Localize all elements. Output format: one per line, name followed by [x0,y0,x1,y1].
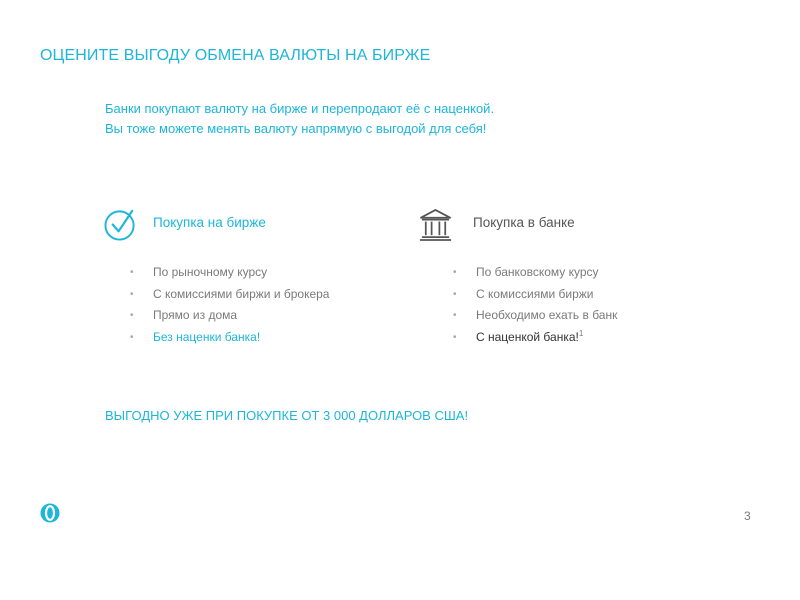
list-item: • Необходимо ехать в банк [453,305,617,327]
list-item: • По рыночному курсу [130,262,329,284]
bullet-icon: • [130,310,134,321]
bullet-icon: • [453,288,457,300]
list-item: • По банковскому курсу [453,262,617,284]
bank-header [418,205,718,245]
footnote-mark: 1 [578,328,584,338]
list-item: • Прямо из дома [130,305,329,327]
bullet-icon: • [453,331,457,343]
bullet-icon: • [453,267,457,278]
exchange-title: Покупка на бирже [153,215,266,230]
exchange-list [130,262,329,348]
brand-logo-icon [40,503,60,523]
list-item: • С комиссиями биржи [453,284,617,306]
exchange-column [103,205,403,344]
exchange-header [103,205,403,245]
list-item: • С комиссиями биржи и брокера [130,284,329,306]
intro-line-1: Банки покупают валюту на бирже и перепродают её с наценкой. [105,101,495,116]
intro-line-2: Вы тоже можете менять валюту напрямую с выгодой для себя! [105,121,487,136]
list-item: • Без наценки банка! [130,327,329,349]
bullet-icon: • [130,267,134,278]
bank-column [418,205,718,344]
list-item: • С наценкой банка!$^1$ [453,327,617,349]
bullet-icon: • [130,288,134,300]
bottom-callout: ВЫГОДНО УЖЕ ПРИ ПОКУПКЕ ОТ 3 000 ДОЛЛАРОВ США! [105,408,469,423]
checkmark-circle-icon [103,207,138,242]
bullet-icon: • [130,331,134,343]
page-number: 3 [744,509,751,523]
intro-text [105,99,494,139]
bank-building-icon [418,207,453,242]
slide-title: ОЦЕНИТЕ ВЫГОДУ ОБМЕНА ВАЛЮТЫ НА БИРЖЕ [40,47,431,64]
bullet-icon: • [453,310,457,321]
bank-title: Покупка в банке [473,215,575,230]
bank-list [453,262,617,348]
